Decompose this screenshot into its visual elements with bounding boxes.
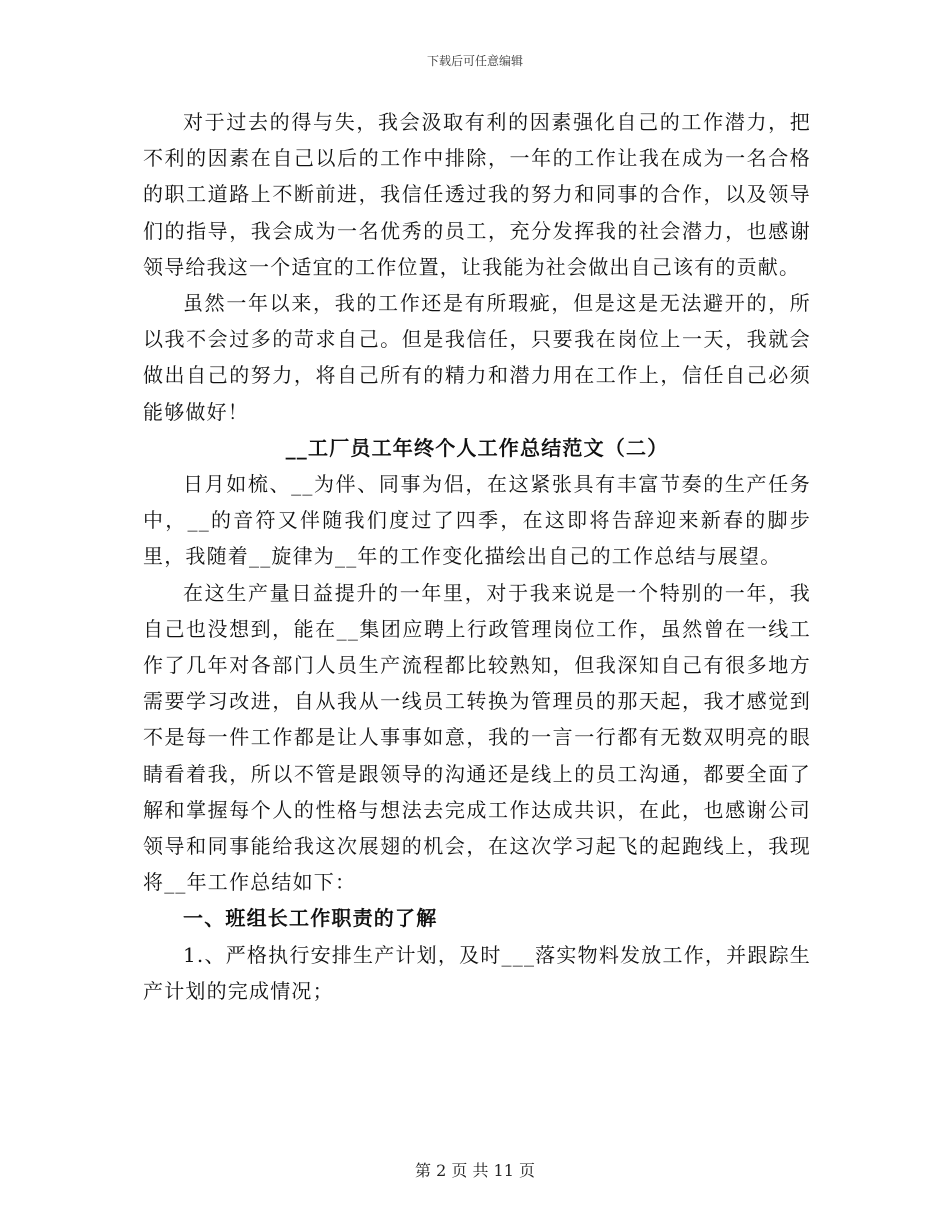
paragraph-gains-and-losses: 对于过去的得与失，我会汲取有利的因素强化自己的工作潜力，把不利的因素在自己以后的工作中排除，一年的工作让我在成为一名合格的职工道路上不断前进，我信任透过我的努力和同事的合作，以及领导们的指导，我会成为一名优秀的员工，充分发挥我的社会潜力，也感谢领导给我这一个适宜的工作位置，让我能为社会做出自己该有的贡献。 <box>143 110 811 279</box>
document-body <box>143 104 811 1009</box>
paragraph-intro: 日月如梳、__为伴、同事为侣，在这紧张具有丰富节奏的生产任务中，__的音符又伴随我们度过了四季，在这即将告辞迎来新春的脚步里，我随着__旋律为__年的工作变化描绘出自己的工作总结与展望。 <box>143 472 811 569</box>
page-number: 第 2 页 共 11 页 <box>415 1161 535 1180</box>
paragraph-duty-1: 1.、严格执行安排生产计划，及时___落实物料发放工作，并跟踪生产计划的完成情况； <box>143 942 811 1003</box>
section-title: __工厂员工年终个人工作总结范文（二） <box>285 435 669 460</box>
paragraph-year-review: 在这生产量日益提升的一年里，对于我来说是一个特别的一年，我自己也没想到，能在__集团应聘上行政管理岗位工作，虽然曾在一线工作了几年对各部门人员生产流程都比较熟知，但我深知自己有很多地方需要学习改进，自从我从一线员工转换为管理员的那天起，我才感觉到不是每一件工作都是让人事事如意，我的一言一行都有无数双明亮的眼睛看着我，所以不管是跟领导的沟通还是线上的员工沟通，都要全面了解和掌握每个人的性格与想法去完成工作达成共识，在此，也感谢公司领导和同事能给我这次展翅的机会，在这次学习起飞的起跑线上，我现将__年工作总结如下： <box>143 580 811 895</box>
page-header-note: 下载后可任意编辑 <box>426 54 523 68</box>
subsection-title: 一、班组长工作职责的了解 <box>183 906 438 931</box>
paragraph-flaws: 虽然一年以来，我的工作还是有所瑕疵，但是这是无法避开的，所以我不会过多的苛求自己。但是我信任，只要我在岗位上一天，我就会做出自己的努力，将自己所有的精力和潜力用在工作上，信任自己必须能够做好！ <box>143 291 811 424</box>
